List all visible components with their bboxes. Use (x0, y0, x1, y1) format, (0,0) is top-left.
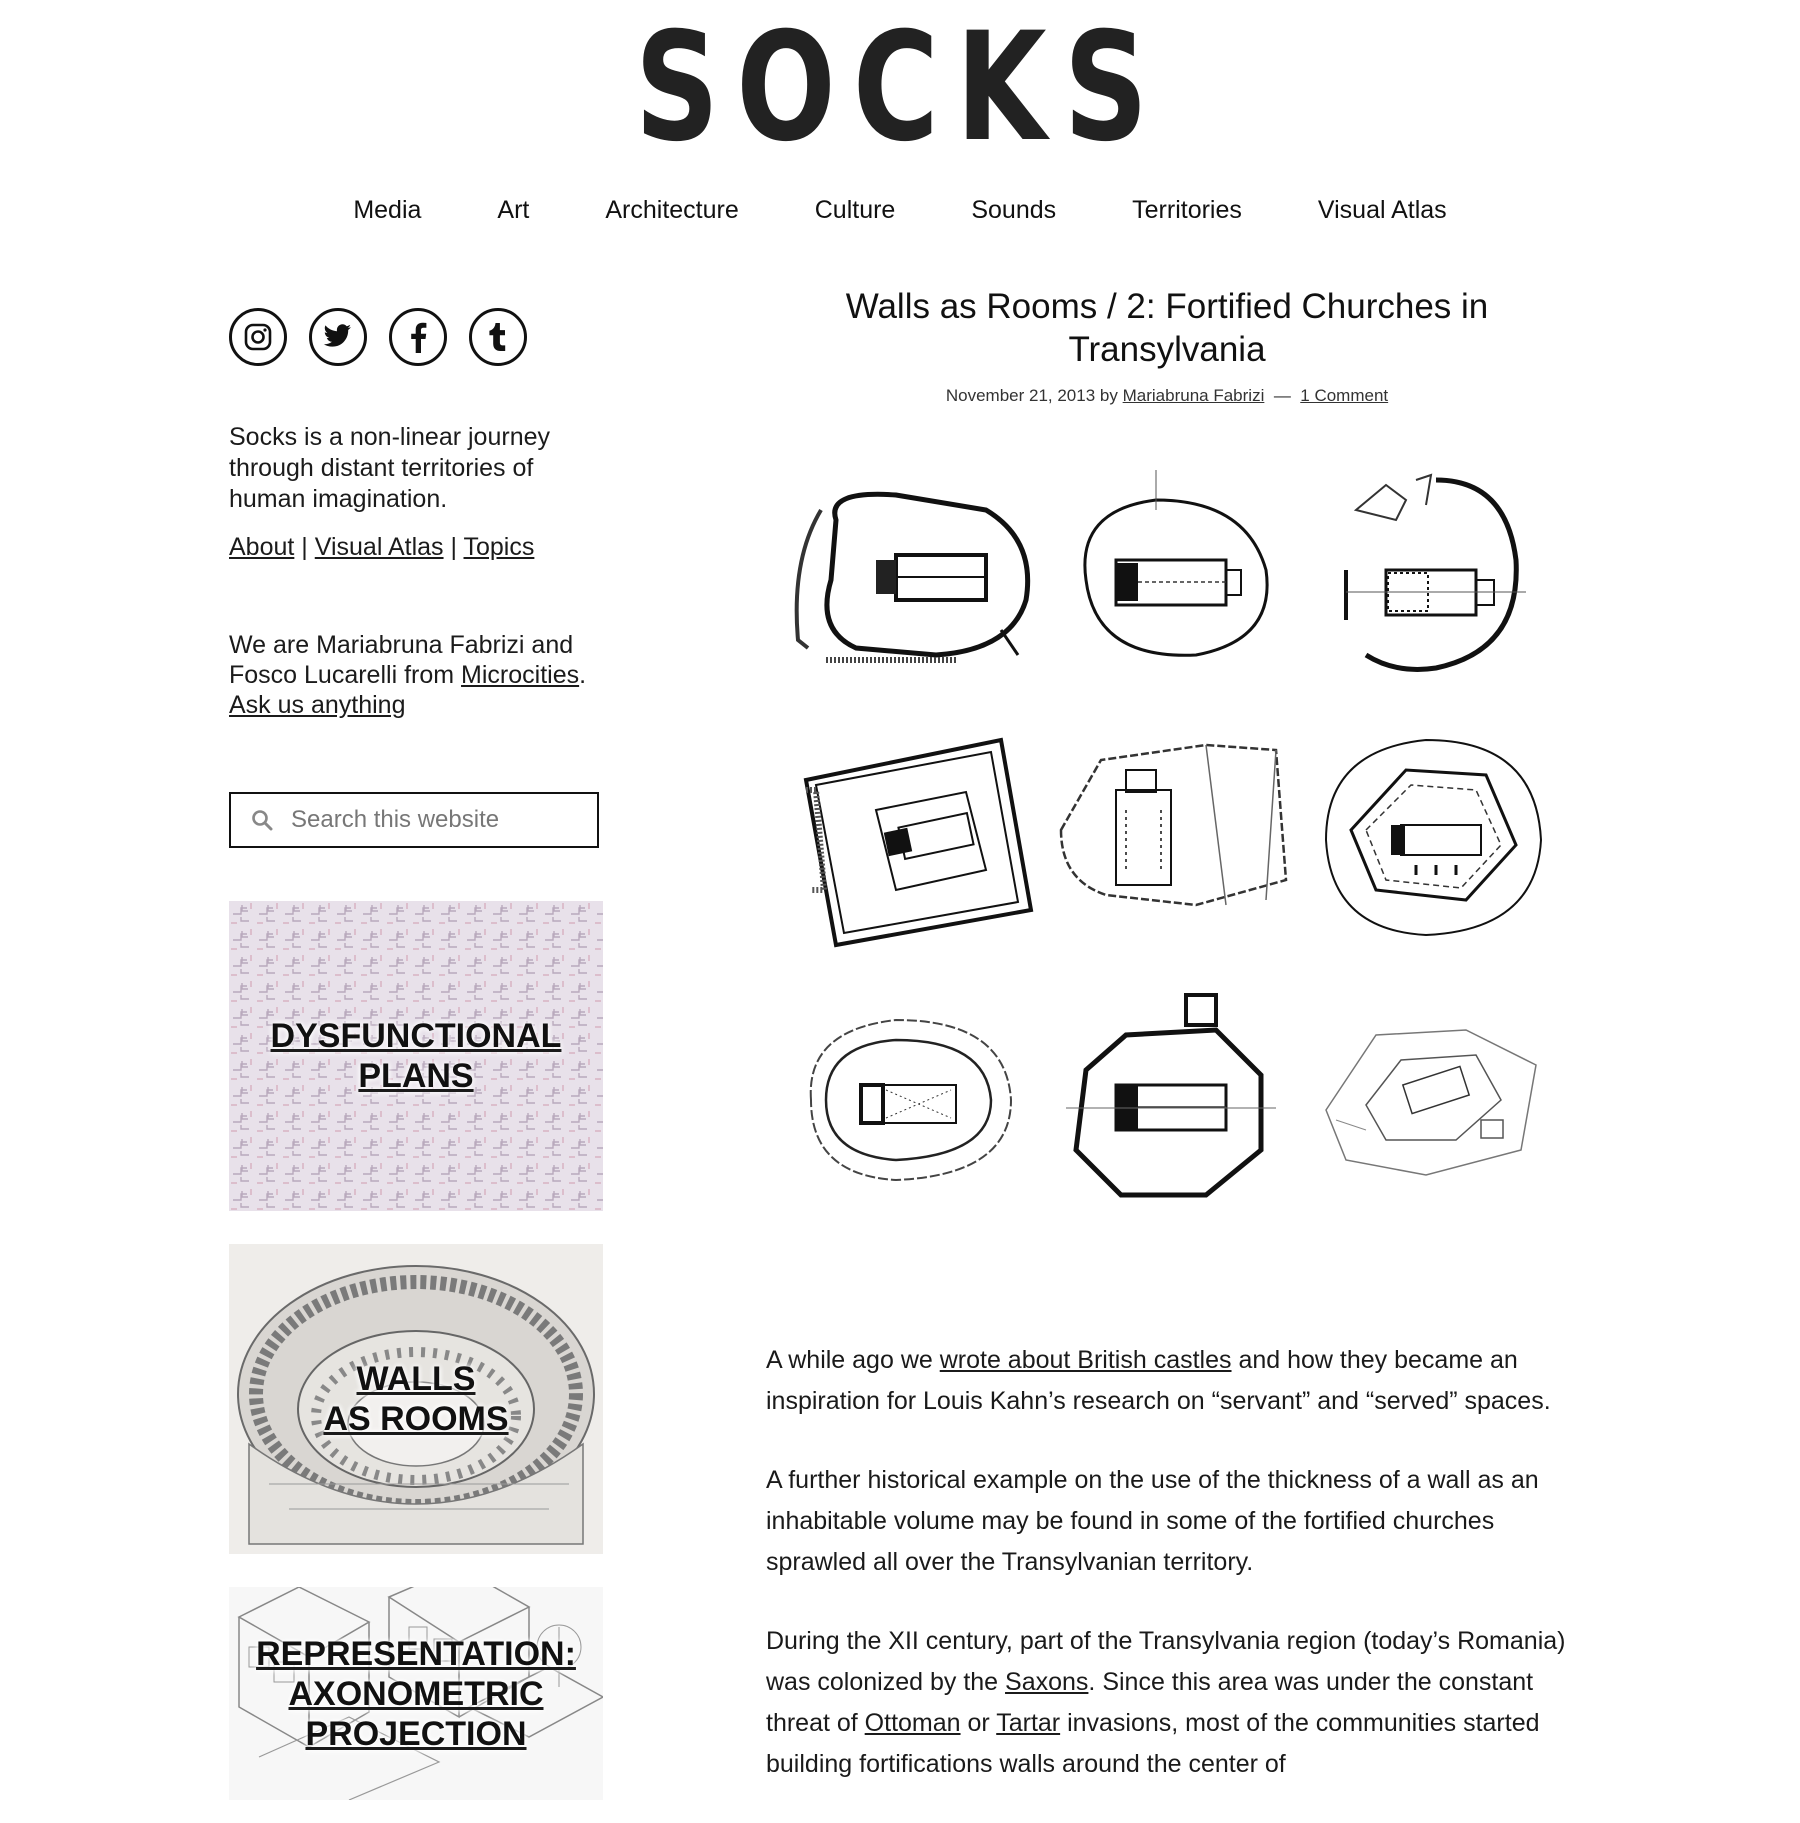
search-box (229, 792, 599, 848)
nav-item-visual-atlas[interactable]: Visual Atlas (1317, 196, 1447, 224)
nav-item-culture[interactable]: Culture (814, 196, 896, 224)
ask-us-link[interactable]: Ask us anything (229, 691, 406, 719)
plan-drawing (1046, 470, 1296, 690)
sidebar (229, 308, 603, 848)
link-separator: | (301, 533, 308, 561)
paragraph-text: and how they became an inspiration for Louis Kahn’s research on “servant” and “served” spaces. (766, 1346, 1551, 1415)
paragraph-text: During the XII century, part of the Transylvania region (today’s Romania) was colonized by the (766, 1627, 1566, 1696)
nav-item-media[interactable]: Media (353, 196, 422, 224)
site-header (0, 0, 1800, 260)
link-separator: | (450, 533, 457, 561)
nav-item-architecture[interactable]: Architecture (605, 196, 739, 224)
authors-intro (229, 630, 603, 720)
plan-drawing (786, 730, 1036, 950)
post-by: by (1099, 386, 1118, 405)
topic-tile-dysfunctional-plans[interactable] (229, 901, 603, 1211)
paragraph (766, 1340, 1576, 1422)
plan-drawing (1046, 990, 1296, 1210)
meta-separator: — (1273, 386, 1291, 405)
church-plans-image (766, 470, 1568, 1210)
topics-link[interactable]: Topics (463, 533, 535, 561)
comments-link[interactable]: 1 Comment (1300, 386, 1389, 405)
ottoman-link[interactable]: Ottoman (864, 1709, 961, 1737)
tumblr-icon[interactable] (469, 308, 527, 366)
paragraph-text: A while ago we (766, 1346, 940, 1374)
tile-label: WALLS AS ROOMS (323, 1360, 509, 1438)
twitter-icon[interactable] (309, 308, 367, 366)
post-meta (766, 386, 1568, 406)
site-logo[interactable]: SOCKS (634, 1, 1166, 175)
author-link[interactable]: Mariabruna Fabrizi (1122, 386, 1265, 405)
paragraph-text: invasions, most of the communities started building fortifications walls around the center of (766, 1709, 1540, 1778)
topic-tile-axonometric-projection[interactable] (229, 1587, 603, 1800)
plan-drawing (1306, 990, 1556, 1210)
plan-drawing (1046, 730, 1296, 950)
authors-text: We are Mariabruna Fabrizi and Fosco Lucarelli from (229, 631, 574, 689)
plan-drawing (1306, 470, 1556, 690)
microcities-link[interactable]: Microcities (461, 661, 580, 689)
post-title: Walls as Rooms / 2: Fortified Churches in Transylvania (845, 287, 1489, 369)
saxons-link[interactable]: Saxons (1005, 1668, 1089, 1696)
nav-item-sounds[interactable]: Sounds (971, 196, 1057, 224)
search-input[interactable] (289, 805, 593, 835)
about-link[interactable]: About (229, 533, 295, 561)
paragraph (766, 1621, 1576, 1785)
post-date: November 21, 2013 (945, 386, 1096, 405)
british-castles-link[interactable]: wrote about British castles (939, 1346, 1232, 1374)
article-body (766, 1340, 1576, 1823)
facebook-icon[interactable] (389, 308, 447, 366)
instagram-icon[interactable] (229, 308, 287, 366)
paragraph-text: . Since this area was under the constant threat of (766, 1668, 1534, 1737)
search-icon (251, 809, 273, 831)
tartar-link[interactable]: Tartar (996, 1709, 1061, 1737)
plan-drawing (786, 990, 1036, 1210)
period: . (579, 661, 587, 689)
plan-drawing (1306, 730, 1556, 950)
nav-item-art[interactable]: Art (497, 196, 530, 224)
topic-tile-walls-as-rooms[interactable] (229, 1244, 603, 1554)
main-nav (0, 196, 1800, 225)
paragraph: A further historical example on the use of the thickness of a wall as an inhabitable volume may be found in some of the fortified churches sprawled all over the Transylvanian territory. (766, 1466, 1539, 1576)
paragraph-text: or (960, 1709, 997, 1737)
social-links (229, 308, 603, 366)
tile-label: DYSFUNCTIONAL PLANS (270, 1017, 562, 1095)
sidebar-links (229, 533, 603, 562)
nav-item-territories[interactable]: Territories (1132, 196, 1242, 224)
site-description: Socks is a non-linear journey through distant territories of human imagination. (229, 423, 550, 513)
plan-drawing (786, 470, 1036, 690)
visual-atlas-link[interactable]: Visual Atlas (314, 533, 444, 561)
tile-label: REPRESENTATION: AXONOMETRIC PROJECTION (256, 1634, 576, 1753)
